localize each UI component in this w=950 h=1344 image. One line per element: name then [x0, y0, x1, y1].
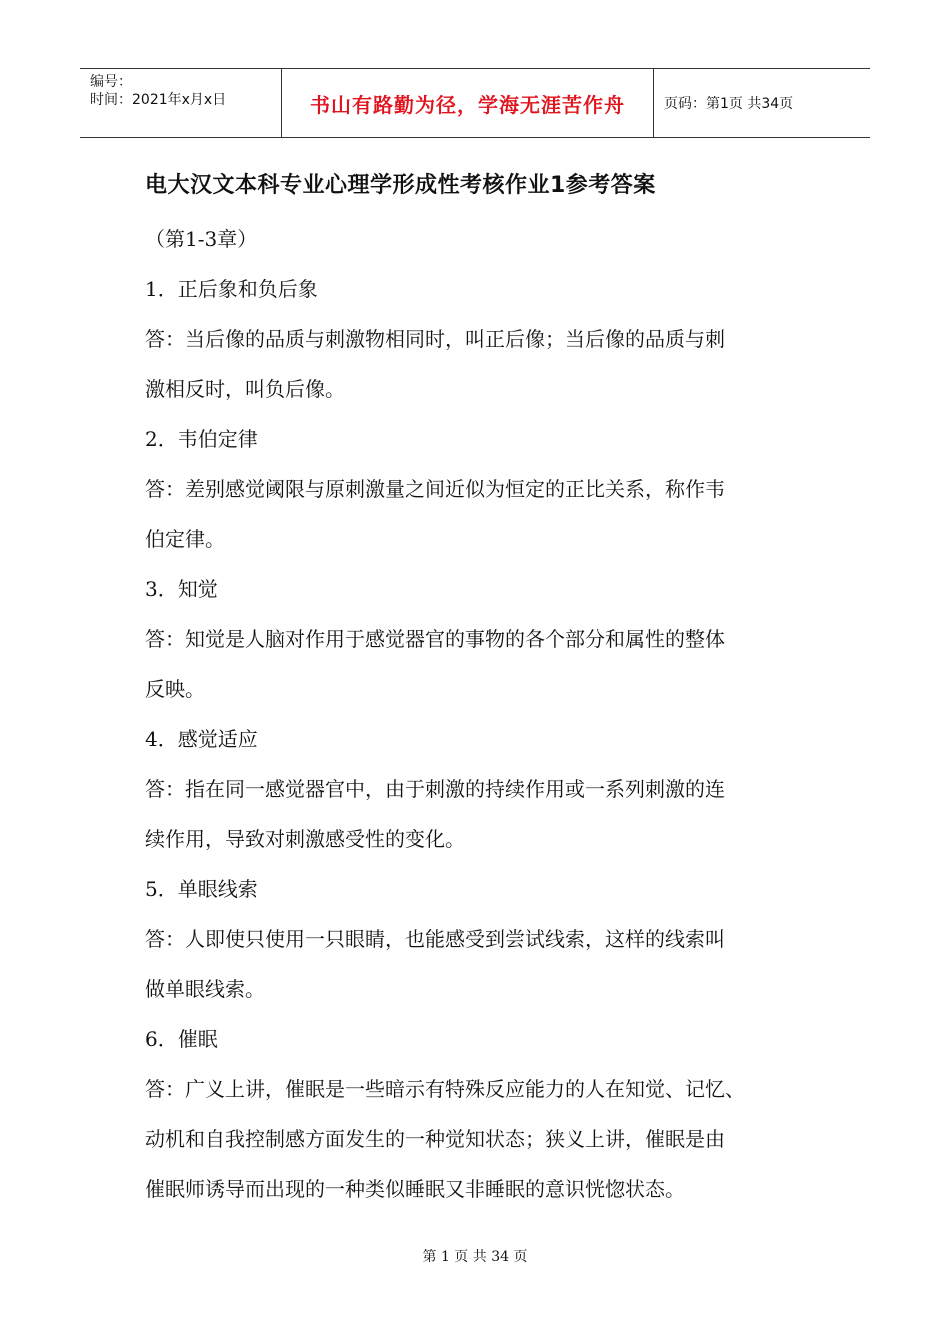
- answer-line: 答：指在同一感觉器官中，由于刺激的持续作用或一系列刺激的连: [145, 777, 725, 801]
- answer-line: 动机和自我控制感方面发生的一种觉知状态；狭义上讲，催眠是由: [145, 1127, 725, 1151]
- term-heading: 5．单眼线索: [145, 877, 258, 901]
- answer-line: 激相反时，叫负后像。: [145, 377, 345, 401]
- answer-line: 答：人即使只使用一只眼睛，也能感受到尝试线索，这样的线索叫: [145, 927, 725, 951]
- answer-line: 做单眼线索。: [145, 977, 265, 1001]
- answer-line: 续作用，导致对刺激感受性的变化。: [145, 827, 465, 851]
- page-footer: 第 1 页 共 34 页: [422, 1249, 528, 1265]
- answer-line: 答：广义上讲，催眠是一些暗示有特殊反应能力的人在知觉、记忆、: [145, 1077, 745, 1101]
- answer-line: 答：知觉是人脑对作用于感觉器官的事物的各个部分和属性的整体: [145, 627, 725, 651]
- answer-line: 答：差别感觉阈限与原刺激量之间近似为恒定的正比关系，称作韦: [145, 477, 725, 501]
- answer-line: 反映。: [145, 677, 205, 701]
- answer-line: 催眠师诱导而出现的一种类似睡眠又非睡眠的意识恍惚状态。: [145, 1177, 685, 1201]
- document-title: 电大汉文本科专业心理学形成性考核作业1参考答案: [145, 173, 656, 198]
- header-meta-cell: [80, 69, 282, 137]
- term-heading: 6．催眠: [145, 1027, 218, 1051]
- page-info: 页码：第1页 共34页: [664, 96, 794, 112]
- motto: 书山有路勤为径，学海无涯苦作舟: [282, 69, 654, 137]
- number-label: 编号：: [90, 74, 132, 90]
- header-table: [80, 68, 870, 138]
- answer-line: 答：当后像的品质与刺激物相同时，叫正后像；当后像的品质与刺: [145, 327, 725, 351]
- chapter-range: （第1-3章）: [145, 227, 258, 251]
- term-heading: 2．韦伯定律: [145, 427, 258, 451]
- term-heading: 1．正后象和负后象: [145, 277, 318, 301]
- answer-line: 伯定律。: [145, 527, 225, 551]
- term-heading: 4．感觉适应: [145, 727, 258, 751]
- document-body: [145, 214, 835, 1214]
- time-label: 时间：2021年x月x日: [90, 92, 227, 108]
- term-heading: 3．知觉: [145, 577, 218, 601]
